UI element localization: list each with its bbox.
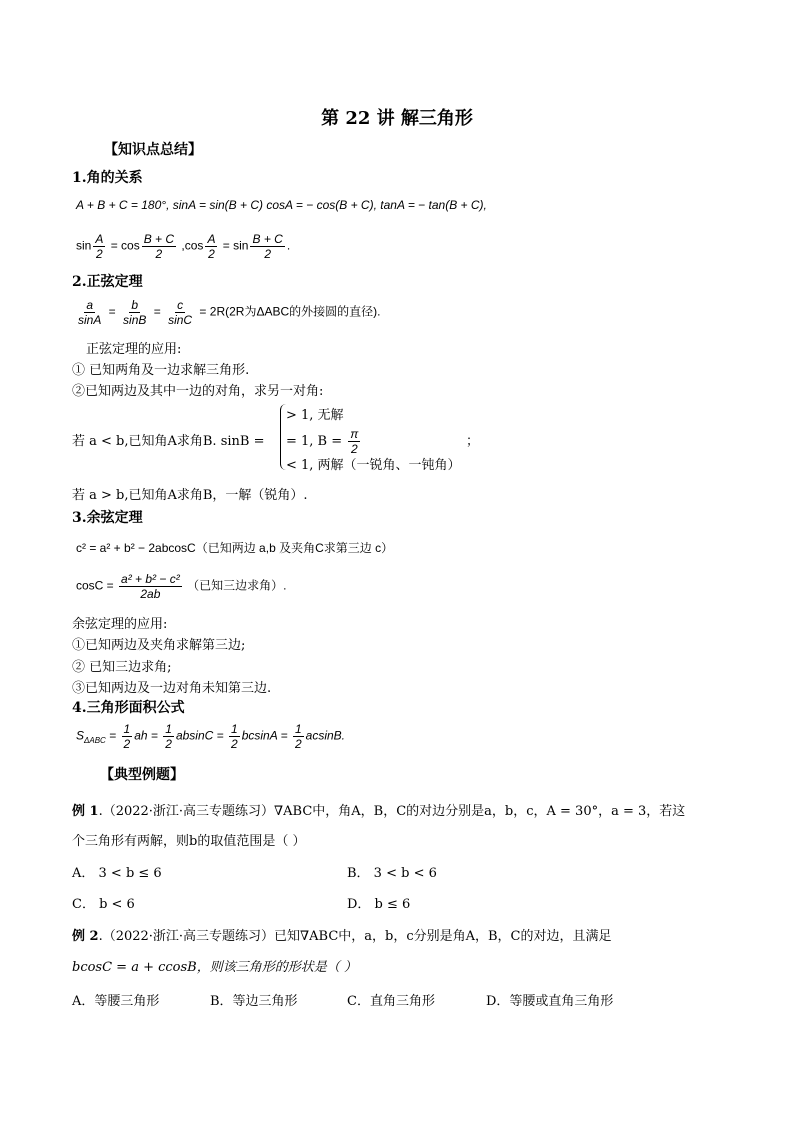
section-3-heading: 3.余弦定理 — [72, 510, 143, 526]
page-title: 第 22 讲 解三角形 — [321, 108, 473, 129]
example-2-choice-b[interactable]: B．等边三角形 — [210, 994, 298, 1009]
example-1-line-1: 例 1.（2022·浙江·高三专题练习）∇ABC中，角A，B，C的对边分别是a，b，c，A = 30°，a = 3，若这 — [72, 804, 686, 819]
sine-law-case-greater: 若 a > b,已知角A求角B，一解（锐角）. — [72, 488, 308, 503]
cosine-law-app-1: ①已知两边及夹角求解第三边; — [72, 638, 246, 653]
sine-law-app-title: 正弦定理的应用: — [86, 342, 182, 357]
cosine-law-app-title: 余弦定理的应用: — [72, 617, 168, 632]
example-2-choice-d[interactable]: D．等腰或直角三角形 — [486, 994, 614, 1009]
case-two-solutions: < 1, 两解（一锐角、一钝角） — [286, 458, 461, 473]
example-1-choice-c[interactable]: C． b < 6 — [72, 897, 135, 912]
section-4-heading: 4.三角形面积公式 — [72, 700, 185, 716]
section-2-heading: 2.正弦定理 — [72, 274, 143, 290]
example-1-choice-d[interactable]: D． b ≤ 6 — [347, 897, 411, 912]
area-formula: $S_{\Delta ABC}$ = $\frac{1}{2}$ ah = $\frac{1}{2}$ absinC = $\frac{1}{2}$ bcsinA = $\frac{1}{2}$ acsinB. — [76, 722, 345, 751]
angle-relation-line-2: sin $\frac{A}{2}$ = cos $\frac{B + C}{2}$ ,cos $\frac{A}{2}$ = sin $\frac{B + C}{2}$ . — [76, 232, 291, 261]
knowledge-header: 【知识点总结】 — [104, 142, 202, 158]
example-2-line-2: bcosC = a + ccosB，则该三角形的形状是（ ） — [72, 960, 357, 975]
cosine-law-formula-2: cosC = $\frac{\text{a² + b² − c²}}{2ab}$ （已知三边求角）. — [76, 572, 287, 601]
sine-law-case-condition: 若 a < b,已知角A求角B. sinB = — [72, 434, 265, 449]
sine-law-formula: $\frac{a}{\sin A}$ = $\frac{b}{\sin B}$ = $\frac{c}{\sin C}$ = 2R(2R为ΔABC的外接圆的直径). — [78, 298, 381, 327]
case-no-solution: > 1, 无解 — [286, 408, 344, 423]
example-2-choice-a[interactable]: A．等腰三角形 — [72, 994, 160, 1009]
angle-relation-line-1: A + B + C = 180°, sinA = sin(B + C) cosA = − cos(B + C), tanA = − tan(B + C), — [76, 198, 487, 212]
cosine-law-formula-1: c² = a² + b² − 2abcosC（已知两边 a,b 及夹角C求第三边 c） — [76, 541, 394, 555]
case-end-mark: ； — [466, 434, 480, 449]
examples-header: 【典型例题】 — [100, 767, 184, 783]
sine-law-app-1: ① 已知两角及一边求解三角形. — [72, 363, 250, 378]
case-one-solution: = 1, B = $\frac{\pi}{2}$ — [286, 427, 359, 456]
example-1-choice-b[interactable]: B． 3 < b < 6 — [347, 866, 437, 881]
sine-law-app-2: ②已知两边及其中一边的对角，求另一对角: — [72, 384, 324, 399]
section-1-heading: 1.角的关系 — [72, 170, 143, 186]
example-1-choice-a[interactable]: A． 3 < b ≤ 6 — [72, 866, 162, 881]
example-1-line-2: 个三角形有两解，则b的取值范围是（ ） — [72, 834, 306, 849]
example-2-line-1: 例 2.（2022·浙江·高三专题练习）已知∇ABC中，a，b，c分别是角A，B，C的对边，且满足 — [72, 929, 612, 944]
cosine-law-app-3: ③已知两边及一边对角未知第三边. — [72, 681, 272, 696]
cosine-law-app-2: ② 已知三边求角; — [72, 660, 172, 675]
example-2-choice-c[interactable]: C．直角三角形 — [347, 994, 435, 1009]
